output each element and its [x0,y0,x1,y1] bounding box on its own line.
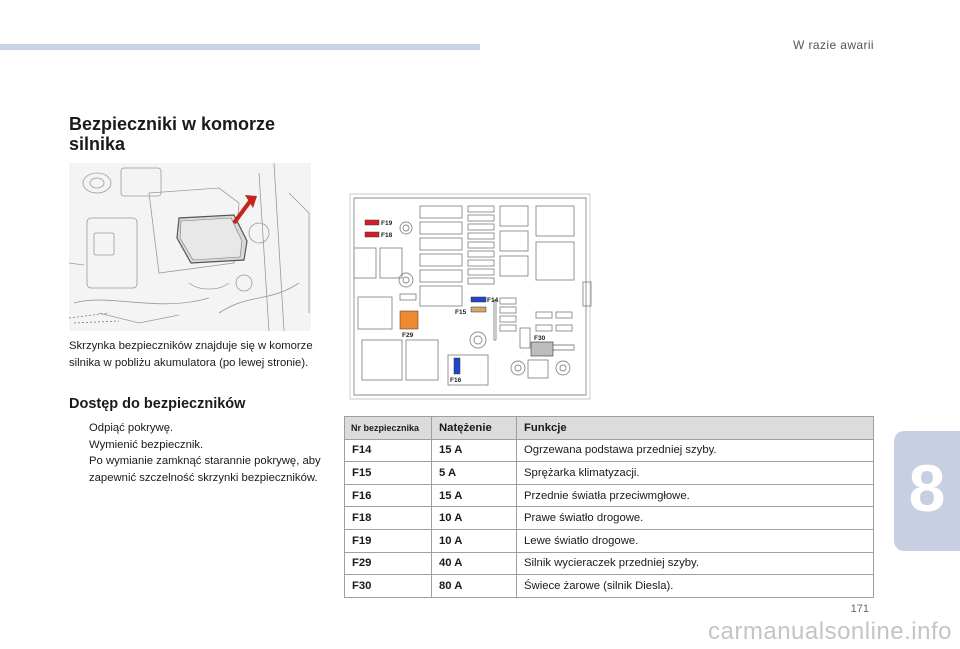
label-f16: F16 [450,377,462,384]
fuse-f15 [471,307,486,312]
label-f30: F30 [534,335,546,342]
fuse-f30 [531,342,553,356]
label-f29: F29 [402,332,414,339]
table-row [345,575,874,598]
current-cell: 80 A [432,575,517,598]
function-cell: Sprężarka klimatyzacji. [517,462,874,485]
fuse-table [344,416,874,598]
function-cell: Prawe światło drogowe. [517,507,874,530]
page-title: Bezpieczniki w komorze silnika [69,114,276,154]
fuse-number-cell: F19 [345,529,432,552]
fuse-number-cell: F29 [345,552,432,575]
current-cell: 10 A [432,507,517,530]
section-subheading: Dostęp do bezpieczników [69,396,246,412]
fuse-box-diagram [348,190,592,400]
fuse-f16 [454,358,460,374]
label-f19: F19 [381,220,393,227]
page-number: 171 [850,603,869,615]
fuse-number-cell: F18 [345,507,432,530]
header-bar [0,44,480,50]
fuse-f19 [365,220,379,225]
steps-list [69,420,329,486]
label-f14: F14 [487,297,499,304]
engine-compartment-drawing [69,163,311,331]
column-header-functions: Funkcje [517,417,874,440]
fuse-number-cell: F30 [345,575,432,598]
current-cell: 5 A [432,462,517,485]
list-item: Odpiąć pokrywę. [89,422,174,434]
current-cell: 15 A [432,439,517,462]
table-row [345,552,874,575]
table-header-row [345,417,874,440]
fuse-number-cell: F16 [345,484,432,507]
table-row [345,462,874,485]
fuse-number-cell: F15 [345,462,432,485]
list-item: Wymienić bezpiecznik. [89,438,204,451]
fuse-box-drawing [348,190,592,400]
table-row [345,484,874,507]
function-cell: Lewe światło drogowe. [517,529,874,552]
label-f18: F18 [381,232,393,239]
engine-compartment-illustration [69,163,311,331]
function-cell: Świece żarowe (silnik Diesla). [517,575,874,598]
fuse-number-cell: F14 [345,439,432,462]
intro-text: Skrzynka bezpieczników znajduje się w komorze silnika w pobliżu akumulatora (po lewej stronie). [69,340,313,369]
list-item: Po wymianie zamknąć starannie pokrywę, aby zapewnić szczelność skrzynki bezpieczników. [89,455,321,484]
watermark: carmanualsonline.info [708,618,952,645]
function-cell: Silnik wycieraczek przedniej szyby. [517,552,874,575]
table-row [345,439,874,462]
fuse-f29 [400,311,418,329]
current-cell: 10 A [432,529,517,552]
current-cell: 15 A [432,484,517,507]
column-header-fuse-number: Nr bezpiecznika [345,417,432,440]
current-cell: 40 A [432,552,517,575]
column-header-current: Natężenie [432,417,517,440]
table-row [345,529,874,552]
label-f15: F15 [455,309,467,316]
function-cell: Przednie światła przeciwmgłowe. [517,484,874,507]
table-row [345,507,874,530]
chapter-title: W razie awarii [793,38,874,52]
chapter-tab [894,431,960,551]
fuse-f18 [365,232,379,237]
chapter-number: 8 [908,451,946,525]
fuse-f14 [471,297,486,302]
function-cell: Ogrzewana podstawa przedniej szyby. [517,439,874,462]
